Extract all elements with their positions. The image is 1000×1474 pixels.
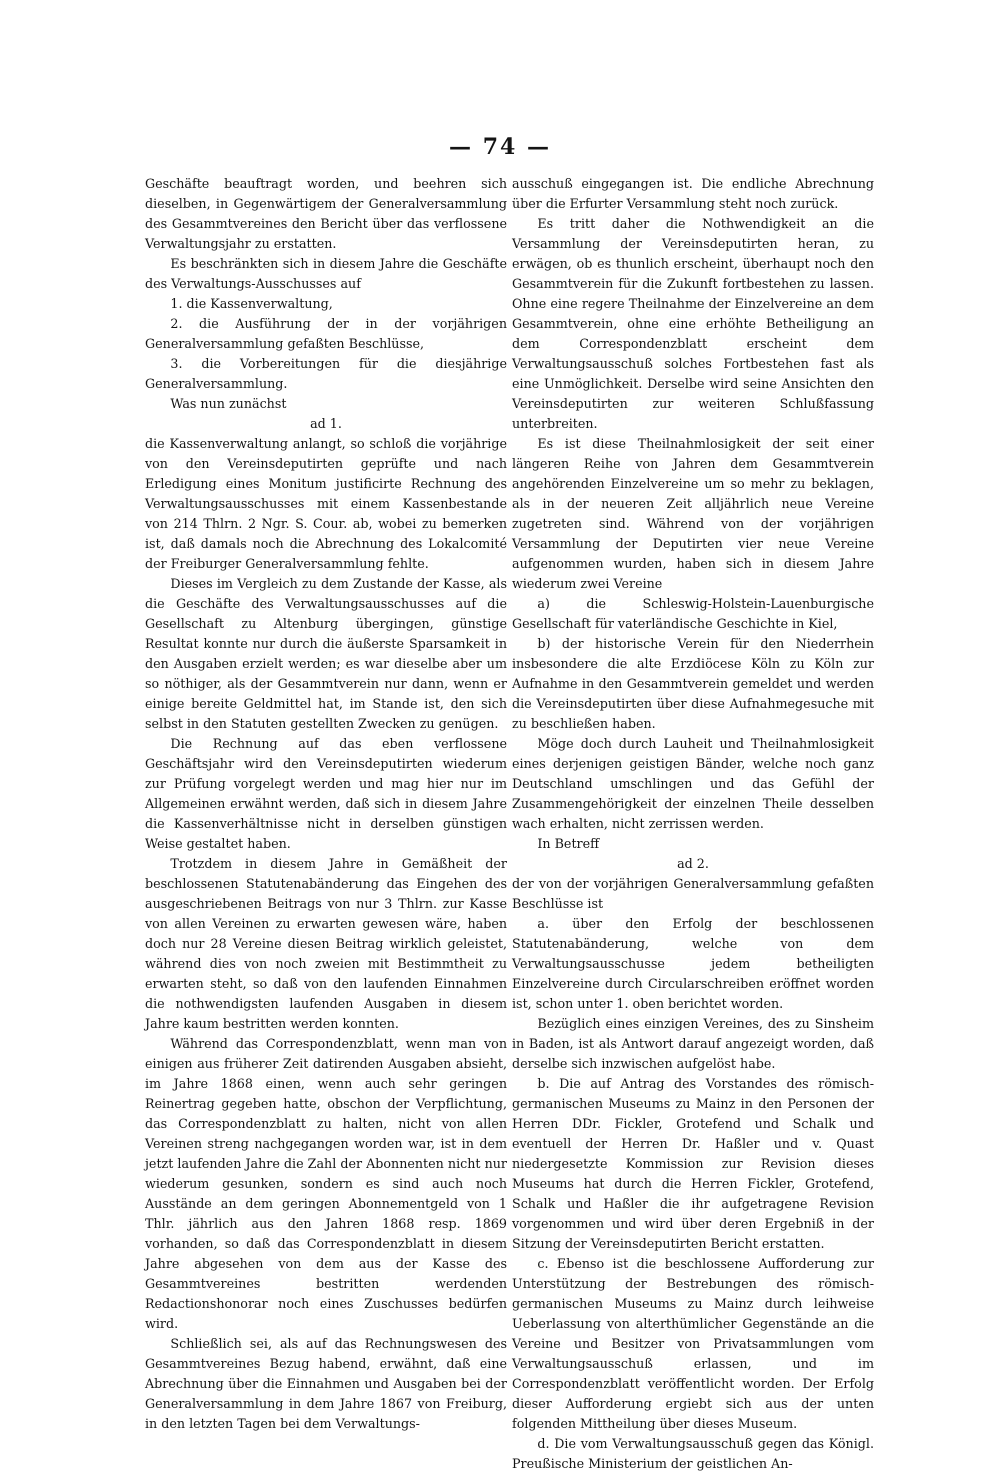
paragraph: der von der vorjährigen Generalversammlung gefaßten Beschlüsse ist bbox=[512, 876, 874, 911]
paragraph: Dieses im Vergleich zu dem Zustande der Kasse, als die Geschäfte des Verwaltungsausschusses auf die Gesellschaft zu Altenburg übergingen, günstige Resultat konnte nur durch die äußerste Sparsamkeit in den Ausgaben erzielt werden; es war dieselbe aber um so nöthiger, als der Gesammtverein nur dann, wenn er einige bereite Geldmittel hat, im Stande ist, den sich selbst in den Statuten gestellten Zwecken zu genügen. bbox=[145, 576, 507, 731]
paragraph: die Kassenverwaltung anlangt, so schloß die vorjährige von den Vereinsdeputirten geprüfte und nach Erledigung eines Monitum justificirte Rechnung des Verwaltungsausschusses mit einem Kassenbestande von 214 Thlrn. 2 Ngr. S. Cour. ab, wobei zu bemerken ist, daß damals noch die Abrechnung des Lokalcomité der Freiburger Generalversammlung fehlte. bbox=[145, 436, 507, 571]
paragraph: ausschuß eingegangen ist. Die endliche Abrechnung über die Erfurter Versammlung steht noch zurück. bbox=[512, 176, 874, 211]
paragraph: Während das Correspondenzblatt, wenn man von einigen aus früherer Zeit datirenden Ausgaben absieht, im Jahre 1868 einen, wenn auch sehr geringen Reinertrag gegeben hatte, obschon der Verpflichtung, das Correspondenzblatt zu halten, nicht von allen Vereinen streng nachgegangen worden war, ist in dem jetzt laufenden Jahre die Zahl der Abonnenten nicht nur wiederum gesunken, sondern es sind auch noch Ausstände an dem geringen Abonnementgeld von 1 Thlr. jährlich aus den Jahren 1868 resp. 1869 vorhanden, so daß das Correspondenzblatt in diesem Jahre abgesehen von dem aus der Kasse des Gesammtvereines bestritten werdenden Redactionshonorar noch eines Zuschusses bedürfen wird. bbox=[145, 1036, 507, 1331]
paragraph: 1. die Kassenverwaltung, bbox=[170, 296, 333, 311]
paragraph: Es beschränkten sich in diesem Jahre die Geschäfte des Verwaltungs-Ausschusses auf bbox=[145, 256, 507, 291]
paragraph: Es ist diese Theilnahmlosigkeit der seit einer längeren Reihe von Jahren dem Gesammtverein angehörenden Einzelvereine um so mehr zu beklagen, als in der neueren Zeit alljährlich neue Vereine zugetreten sind. Während von der vorjährigen Versammlung der Deputirten vier neue Vereine aufgenommen wurden, haben sich in diesem Jahre wiederum zwei Vereine bbox=[512, 436, 874, 591]
paragraph: Möge doch durch Lauheit und Theilnahmlosigkeit eines derjenigen geistigen Bänder, welche noch ganz Deutschland umschlingen und das Gefühl der Zusammengehörigkeit der einzelnen Theile desselben wach erhalten, nicht zerrissen werden. bbox=[512, 736, 874, 831]
paragraph: Was nun zunächst bbox=[170, 396, 287, 411]
page-number: — 74 — bbox=[449, 134, 551, 160]
paragraph: Trotzdem in diesem Jahre in Gemäßheit der beschlossenen Statutenabänderung das Eingehen des ausgeschriebenen Beitrags von nur 3 Thlrn. zur Kasse von allen Vereinen zu erwarten gewesen wäre, haben doch nur 28 Vereine diesen Beitrag wirklich geleistet, während dies von noch zweien mit Bestimmtheit zu erwarten steht, so daß von den laufenden Einnahmen die nothwendigsten laufenden Ausgaben in diesem Jahre kaum bestritten werden konnten. bbox=[145, 856, 507, 1031]
paragraph: 3. die Vorbereitungen für die diesjährige Generalversammlung. bbox=[145, 356, 507, 391]
paragraph: d. Die vom Verwaltungsausschuß gegen das Königl. Preußische Ministerium der geistlichen An- bbox=[512, 1436, 874, 1471]
paragraph: Schließlich sei, als auf das Rechnungswesen des Gesammtvereines Bezug habend, erwähnt, daß eine Abrechnung über die Einnahmen und Ausgaben bei der Generalversammlung in dem Jahre 1867 von Freiburg, in den letzten Tagen bei dem Verwaltungs- bbox=[145, 1336, 507, 1431]
right-text-column bbox=[512, 174, 874, 1474]
paragraph: Es tritt daher die Nothwendigkeit an die Versammlung der Vereinsdeputirten heran, zu erwägen, ob es thunlich erscheint, überhaupt noch den Gesammtverein für die Zukunft fortbestehen zu lassen. Ohne eine regere Theilnahme der Einzelvereine an dem Gesammtverein, ohne eine erhöhte Betheiligung an dem Correspondenzblatt erscheint dem Verwaltungsausschuß solches Fortbestehen fast als eine Unmöglichkeit. Derselbe wird seine Ansichten den Vereinsdeputirten zur weiteren Schlußfassung unterbreiten. bbox=[512, 216, 874, 431]
paragraph: a. über den Erfolg der beschlossenen Statutenabänderung, welche von dem Verwaltungsausschusse jedem betheiligten Einzelvereine durch Circularschreiben eröffnet worden ist, schon unter 1. oben berichtet worden. bbox=[512, 916, 874, 1011]
paragraph: Geschäfte beauftragt worden, und beehren sich dieselben, in Gegenwärtigem der Generalversammlung des Gesammtvereines den Bericht über das verflossene Verwaltungsjahr zu erstatten. bbox=[145, 176, 507, 251]
paragraph: b) der historische Verein für den Niederrhein insbesondere die alte Erzdiöcese Köln zu Köln zur Aufnahme in den Gesammtverein gemeldet und werden die Vereinsdeputirten über diese Aufnahmegesuche mit zu beschließen haben. bbox=[512, 636, 874, 731]
paragraph: b. Die auf Antrag des Vorstandes des römisch-germanischen Museums zu Mainz in den Personen der Herren DDr. Fickler, Grotefend und Schalk und eventuell der Herren Dr. Haßler und v. Quast niedergesetzte Kommission zur Revision dieses Museums hat durch die Herren Fickler, Grotefend, Schalk und Haßler die ihr aufgetragene Revision vorgenommen und wird über deren Ergebniß in der Sitzung der Vereinsdeputirten Bericht erstatten. bbox=[512, 1076, 874, 1251]
paragraph: In Betreff bbox=[537, 836, 600, 851]
paragraph: Die Rechnung auf das eben verflossene Geschäftsjahr wird den Vereinsdeputirten wiederum zur Prüfung vorgelegt werden und mag hier nur im Allgemeinen erwähnt werden, daß sich in diesem Jahre die Kassenverhältnisse nicht in derselben günstigen Weise gestaltet haben. bbox=[145, 736, 507, 851]
left-text-column bbox=[145, 174, 507, 1434]
paragraph: c. Ebenso ist die beschlossene Aufforderung zur Unterstützung der Bestrebungen des römisch-germanischen Museums zu Mainz durch leihweise Ueberlassung von alterthümlicher Gegenstände an die Vereine und Besitzer von Privatsammlungen vom Verwaltungsausschuß erlassen, und im Correspondenzblatt veröffentlicht worden. Der Erfolg dieser Aufforderung ergiebt sich aus der unten folgenden Mittheilung über dieses Museum. bbox=[512, 1256, 874, 1431]
paragraph: a) die Schleswig-Holstein-Lauenburgische Gesellschaft für vaterländische Geschichte in Kiel, bbox=[512, 596, 874, 631]
paragraph: 2. die Ausführung der in der vorjährigen Generalversammlung gefaßten Beschlüsse, bbox=[145, 316, 507, 351]
paragraph: Bezüglich eines einzigen Vereines, des zu Sinsheim in Baden, ist als Antwort darauf angezeigt worden, daß derselbe sich inzwischen aufgelöst habe. bbox=[512, 1016, 874, 1071]
section-heading: ad 2. bbox=[677, 856, 709, 871]
section-heading: ad 1. bbox=[310, 416, 342, 431]
